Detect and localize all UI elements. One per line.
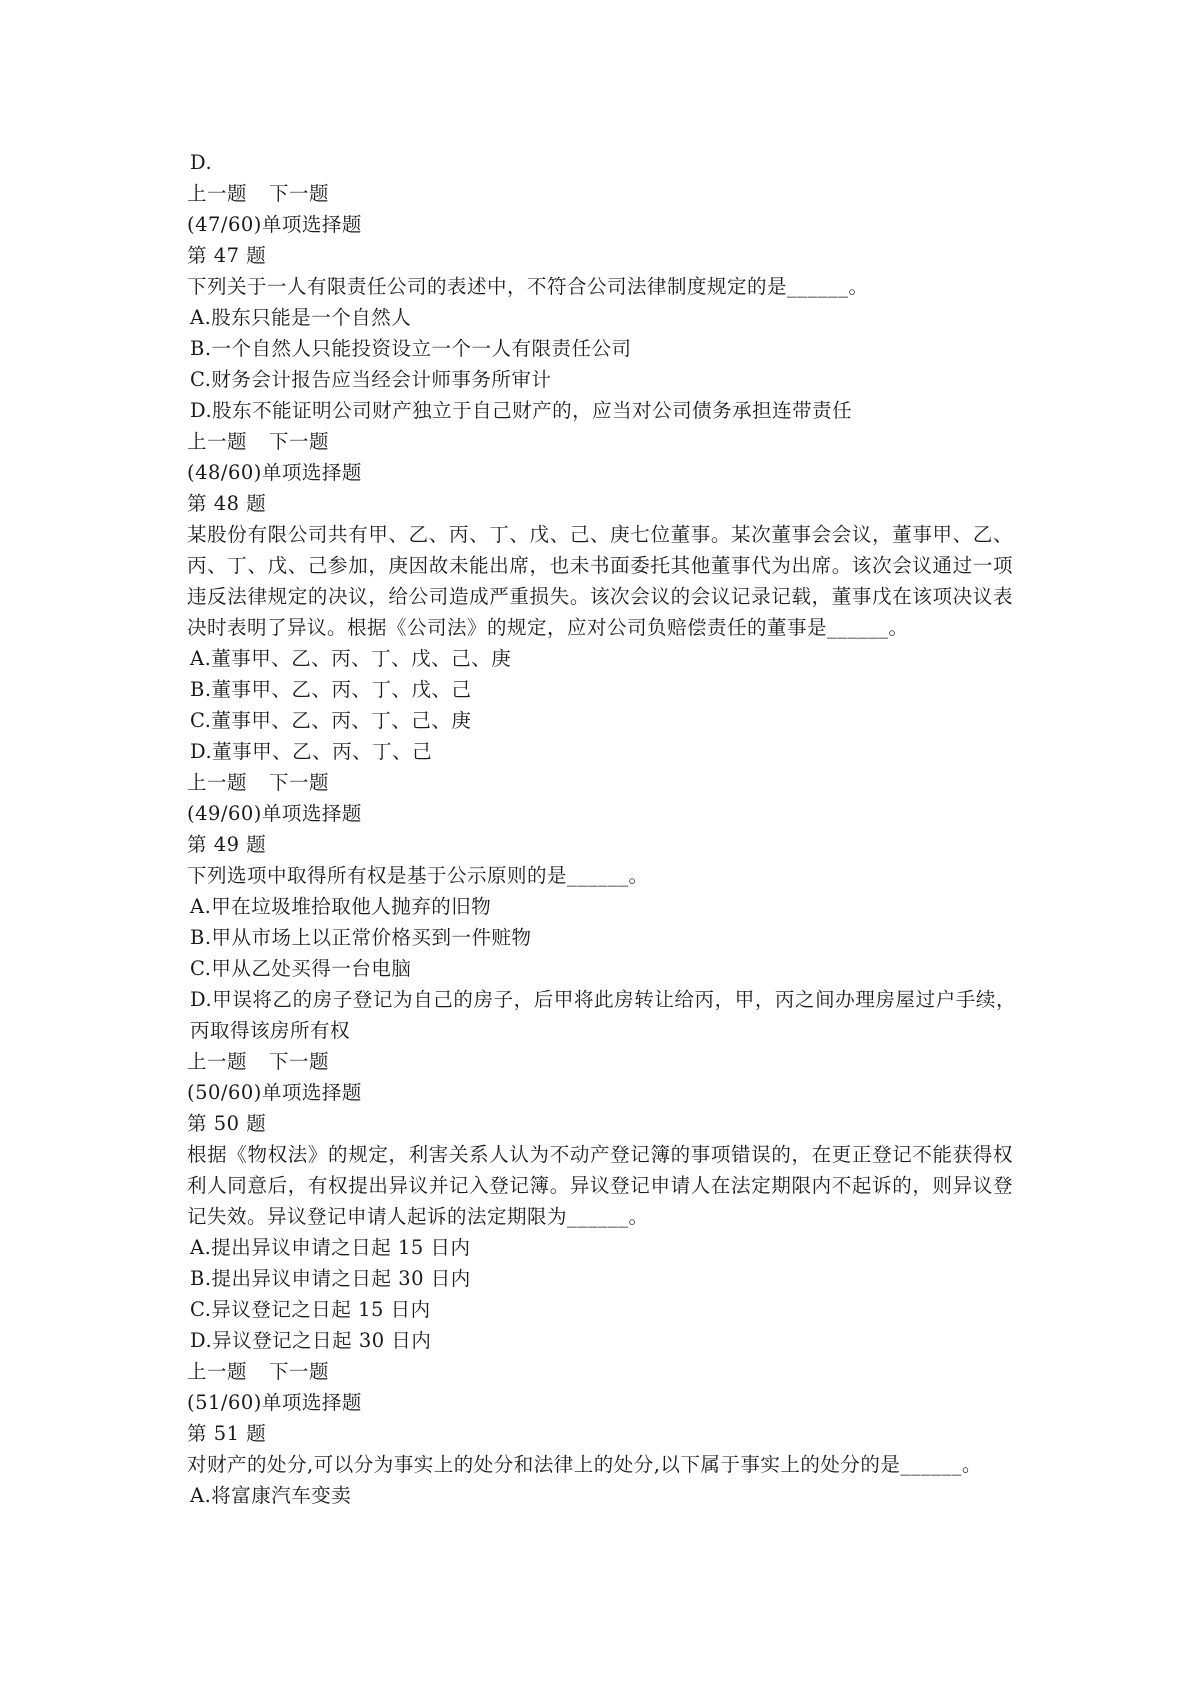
document-page: [187, 147, 1017, 1511]
option-c: C.财务会计报告应当经会计师事务所审计: [190, 368, 552, 391]
question-header: (47/60)单项选择题: [187, 213, 362, 236]
question-stem: 根据《物权法》的规定，利害关系人认为不动产登记簿的事项错误的，在更正登记不能获得权利人同意后，有权提出异议并记入登记簿。异议登记申请人在法定期限内不起诉的，则异议登记失效。异议登记申请人起诉的法定期限为______。: [187, 1143, 1013, 1228]
option-d: D.异议登记之日起 30 日内: [190, 1329, 432, 1352]
question-nav: [187, 767, 1017, 798]
prev-question-link[interactable]: 上一题: [187, 1050, 248, 1073]
next-question-link[interactable]: 下一题: [269, 1050, 330, 1073]
option-d: D.股东不能证明公司财产独立于自己财产的，应当对公司债务承担连带责任: [190, 399, 853, 422]
option-a: A.董事甲、乙、丙、丁、戊、己、庚: [190, 647, 512, 670]
option-c: C.董事甲、乙、丙、丁、己、庚: [190, 709, 472, 732]
option-b: B.一个自然人只能投资设立一个一人有限责任公司: [190, 337, 632, 360]
option-a: A.甲在垃圾堆拾取他人抛弃的旧物: [190, 895, 492, 918]
option-d: D.董事甲、乙、丙、丁、己: [190, 740, 433, 763]
next-question-link[interactable]: 下一题: [269, 182, 330, 205]
option-b: B.董事甲、乙、丙、丁、戊、己: [190, 678, 472, 701]
question-stem: 下列选项中取得所有权是基于公示原则的是______。: [187, 864, 649, 887]
question-nav: [187, 1356, 1017, 1387]
question-number: 第 48 题: [187, 492, 267, 515]
prev-question-link[interactable]: 上一题: [187, 771, 248, 794]
option-d: D.甲误将乙的房子登记为自己的房子，后甲将此房转让给丙，甲，丙之间办理房屋过户手续，丙取得该房所有权: [190, 988, 1016, 1042]
prev-question-link[interactable]: 上一题: [187, 182, 248, 205]
option-b: B.提出异议申请之日起 30 日内: [190, 1267, 471, 1290]
option-a: A.将富康汽车变卖: [190, 1484, 352, 1507]
option-b: B.甲从市场上以正常价格买到一件赃物: [190, 926, 532, 949]
question-stem: 下列关于一人有限责任公司的表述中，不符合公司法律制度规定的是______。: [187, 275, 869, 298]
next-question-link[interactable]: 下一题: [269, 771, 330, 794]
question-header: (48/60)单项选择题: [187, 461, 362, 484]
question-header: (51/60)单项选择题: [187, 1391, 362, 1414]
option-a: A.股东只能是一个自然人: [190, 306, 412, 329]
prev-question-link[interactable]: 上一题: [187, 1360, 248, 1383]
next-question-link[interactable]: 下一题: [269, 1360, 330, 1383]
question-number: 第 51 题: [187, 1422, 267, 1445]
question-nav: [187, 426, 1017, 457]
question-stem: 某股份有限公司共有甲、乙、丙、丁、戊、己、庚七位董事。某次董事会会议，董事甲、乙、丙、丁、戊、己参加，庚因故未能出席，也未书面委托其他董事代为出席。该次会议通过一项违反法律规定的决议，给公司造成严重损失。该次会议的会议记录记载，董事戊在该项决议表决时表明了异议。根据《公司法》的规定，应对公司负赔偿责任的董事是______。: [187, 523, 1013, 639]
question-header: (49/60)单项选择题: [187, 802, 362, 825]
option-c: C.异议登记之日起 15 日内: [190, 1298, 431, 1321]
question-nav: [187, 178, 1017, 209]
question-number: 第 49 题: [187, 833, 267, 856]
question-stem: 对财产的处分,可以分为事实上的处分和法律上的处分,以下属于事实上的处分的是______。: [187, 1453, 982, 1476]
option-d: D.: [190, 151, 213, 174]
next-question-link[interactable]: 下一题: [269, 430, 330, 453]
option-a: A.提出异议申请之日起 15 日内: [190, 1236, 471, 1259]
question-number: 第 47 题: [187, 244, 267, 267]
option-c: C.甲从乙处买得一台电脑: [190, 957, 412, 980]
question-nav: [187, 1046, 1017, 1077]
prev-question-link[interactable]: 上一题: [187, 430, 248, 453]
question-header: (50/60)单项选择题: [187, 1081, 362, 1104]
question-number: 第 50 题: [187, 1112, 267, 1135]
